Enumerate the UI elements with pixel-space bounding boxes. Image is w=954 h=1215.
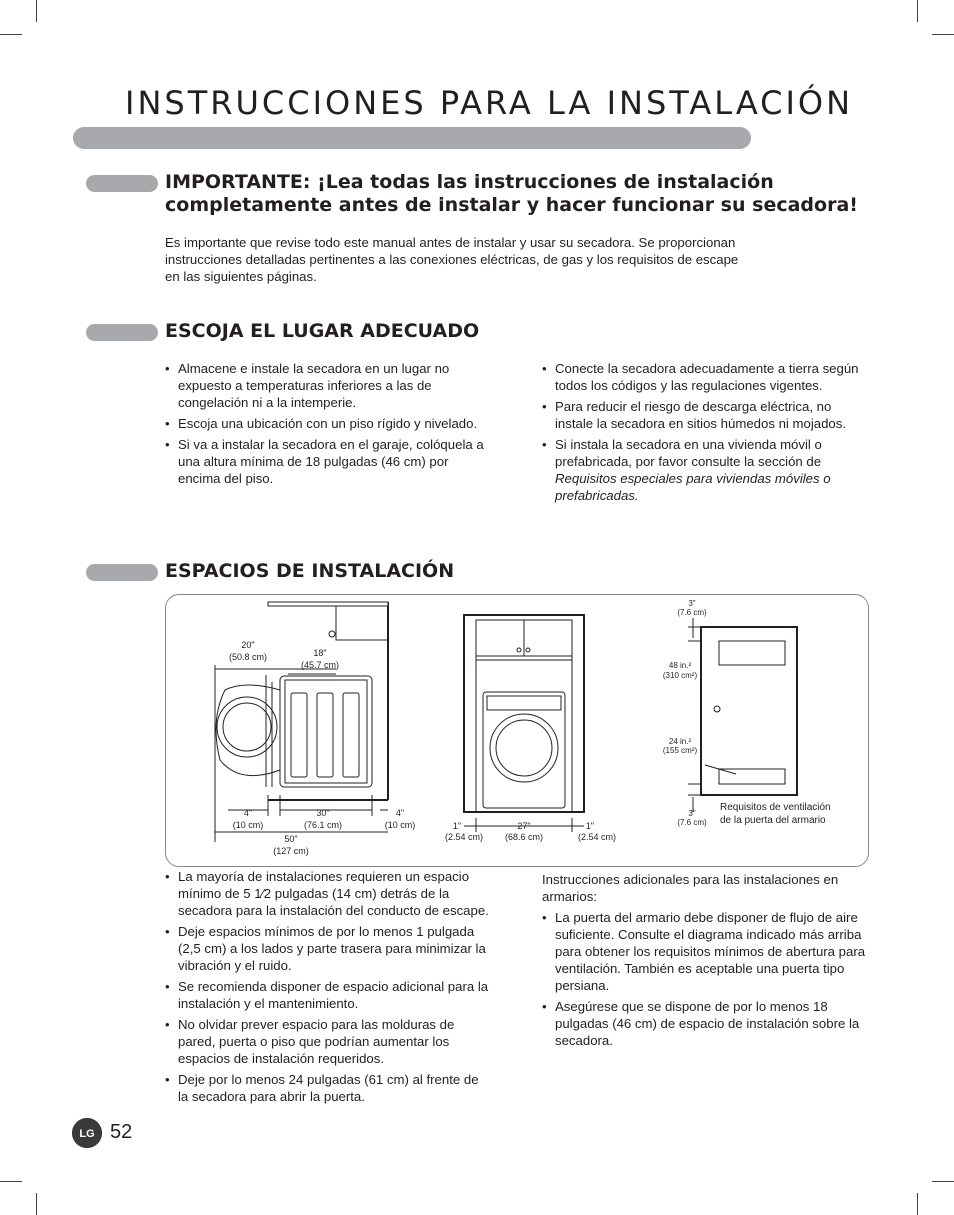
paragraph-line: Es importante que revise todo este manual antes de instalar y usar su secadora. Se proporcionan [165, 235, 736, 250]
dim-label: 24 in.² [668, 737, 692, 746]
paragraph-line: en las siguientes páginas. [165, 269, 317, 284]
lg-logo [72, 1118, 102, 1148]
crop-mark [36, 0, 37, 22]
list-item-text: Si instala la secadora en una vivienda móvil o prefabricada, por favor consulte la sección de [555, 437, 822, 469]
section-marker [86, 564, 158, 581]
dim-label: 3" [688, 599, 696, 608]
list-item: • La puerta del armario debe disponer de flujo de aire suficiente. Consulte el diagrama indicado más arriba para obtener los requisitos mínimos de abertura para ventilación. También es aceptable una puerta tipo persiana. [542, 909, 867, 994]
page-title: INSTRUCCIONES PARA LA INSTALACIÓN [125, 84, 854, 122]
crop-mark [36, 1193, 37, 1215]
logo-text: LG [79, 1128, 95, 1140]
list-item: • Se recomienda disponer de espacio adicional para la instalación y el mantenimiento. [165, 978, 490, 1012]
list-item: • Deje por lo menos 24 pulgadas (61 cm) al frente de la secadora para abrir la puerta. [165, 1071, 490, 1105]
clearance-left-list [165, 868, 490, 1109]
clearance-diagram-frame [165, 594, 869, 867]
important-paragraph [165, 234, 825, 285]
dim-label: (7.6 cm) [677, 818, 707, 827]
list-item: • Asegúrese que se dispone de por lo menos 18 pulgadas (46 cm) de espacio de instalación sobre la secadora. [542, 998, 867, 1049]
clearance-right-list [542, 909, 867, 1053]
important-lead: IMPORTANTE [165, 171, 303, 193]
title-bar [73, 127, 751, 149]
list-item: • Conecte la secadora adecuadamente a tierra según todos los códigos y las regulaciones vigentes. [542, 360, 862, 394]
important-heading-line1: : ¡Lea todas las instrucciones de instalación [302, 171, 774, 193]
list-item: • Escoja una ubicación con un piso rígido y nivelado. [165, 415, 485, 432]
dim-label: (76.1 cm) [303, 820, 343, 830]
list-item [542, 436, 862, 504]
vent-caption: de la puerta del armario [720, 815, 826, 826]
crop-mark [0, 1181, 22, 1182]
dim-label: 20" [241, 640, 255, 650]
dim-label: 1" [452, 821, 462, 831]
important-heading [165, 171, 858, 217]
dim-label: 3" [688, 809, 696, 818]
paragraph-line: instrucciones detalladas pertinentes a las conexiones eléctricas, de gas y los requisitos de escape [165, 252, 739, 267]
clearance-heading: ESPACIOS DE INSTALACIÓN [165, 560, 455, 582]
dim-label: (155 cm²) [662, 746, 698, 755]
dim-label: (127 cm) [273, 846, 309, 856]
list-item: • Para reducir el riesgo de descarga eléctrica, no instale la secadora en sitios húmedos ni mojados. [542, 398, 862, 432]
dim-label: (10 cm) [384, 820, 416, 830]
crop-mark [932, 34, 954, 35]
crop-mark [917, 1193, 918, 1215]
location-right-list [542, 360, 862, 508]
dim-label: 30" [316, 808, 330, 818]
dim-label: 1" [585, 821, 595, 831]
dim-label: (7.6 cm) [677, 608, 707, 617]
dim-label: (50.8 cm) [228, 652, 268, 662]
crop-mark [932, 1181, 954, 1182]
vent-caption: Requisitos de ventilación [720, 802, 831, 813]
dim-label: 18" [313, 648, 327, 658]
dim-label: (2.54 cm) [577, 832, 617, 842]
dim-label: 50" [284, 834, 298, 844]
page-number: 52 [110, 1121, 133, 1143]
dim-label: 27" [517, 821, 531, 831]
crop-mark [0, 34, 22, 35]
lg-logo-icon [72, 1118, 102, 1148]
closet-intro: Instrucciones adicionales para las instalaciones en armarios: [542, 872, 839, 904]
list-item: • Deje espacios mínimos de por lo menos 1 pulgada (2,5 cm) a los lados y parte trasera para minimizar la vibración y el ruido. [165, 923, 490, 974]
dim-label: (310 cm²) [662, 671, 698, 680]
dim-label: 48 in.² [668, 661, 692, 670]
dim-label: (45.7 cm) [300, 660, 340, 670]
list-item-italic: Requisitos especiales para viviendas móviles o prefabricadas. [555, 471, 831, 503]
dim-label: (68.6 cm) [504, 832, 544, 842]
location-heading: ESCOJA EL LUGAR ADECUADO [165, 320, 480, 342]
list-item: • Si va a instalar la secadora en el garaje, colóquela a una altura mínima de 18 pulgadas (46 cm) por encima del piso. [165, 436, 485, 487]
location-left-list [165, 360, 485, 491]
list-item: • Almacene e instale la secadora en un lugar no expuesto a temperaturas inferiores a las de congelación ni a la intemperie. [165, 360, 485, 411]
section-marker [86, 175, 158, 192]
important-heading-line2: completamente antes de instalar y hacer funcionar su secadora! [165, 194, 858, 216]
crop-mark [917, 0, 918, 22]
dim-label: (10 cm) [232, 820, 264, 830]
section-marker [86, 324, 158, 341]
list-item: • La mayoría de instalaciones requieren un espacio mínimo de 5 1⁄2 pulgadas (14 cm) detrás de la secadora para la instalación del conducto de escape. [165, 868, 490, 919]
list-item: • No olvidar prever espacio para las molduras de pared, puerta o piso que podrían aumentar los espacios de instalación requeridos. [165, 1016, 490, 1067]
dim-label: 4" [395, 808, 405, 818]
dim-label: 4" [243, 808, 253, 818]
dim-label: (2.54 cm) [444, 832, 484, 842]
